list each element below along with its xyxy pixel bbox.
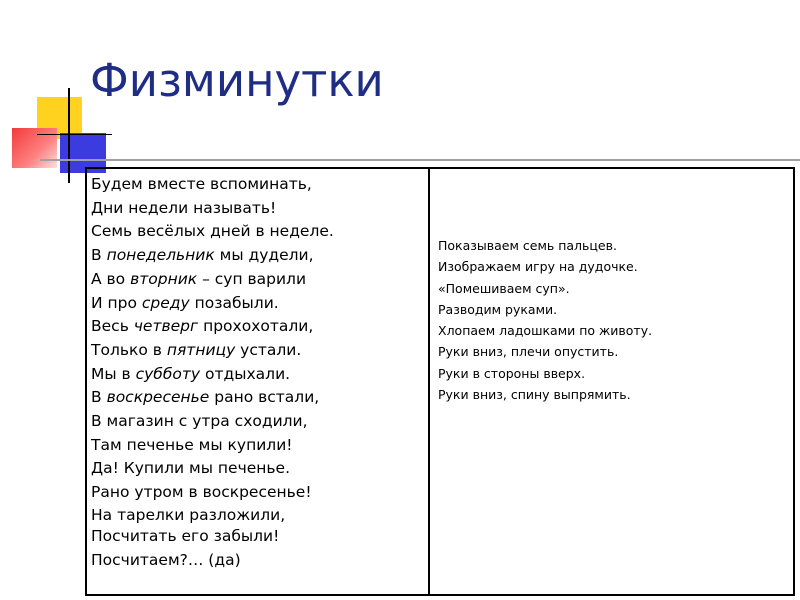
verse-text: В: [91, 388, 107, 407]
verse-text: Мы в: [91, 364, 136, 383]
verse-text: Посчитать его забыли!: [91, 526, 280, 545]
verse-text: В магазин с утра сходили,: [91, 412, 308, 431]
actions-column: [430, 169, 793, 594]
verse-text: отдыхали.: [200, 364, 291, 383]
verse-text: Весь: [91, 317, 134, 336]
verse-line: [91, 525, 428, 549]
verse-line: [91, 481, 428, 505]
action-line: Руки вниз, спину выпрямить.: [438, 387, 631, 403]
weekday-word: понедельник: [106, 246, 215, 265]
verse-text: – суп варили: [197, 269, 307, 288]
verse-text: Будем вместе вспоминать,: [91, 175, 312, 193]
action-line: Разводим руками.: [438, 301, 558, 317]
verse-text: устали.: [235, 340, 302, 359]
weekday-word: вторник: [130, 269, 198, 288]
decor-line-vertical: [68, 88, 70, 183]
verse-text: Рано утром в воскресенье!: [91, 483, 312, 502]
page-title: Физминутки: [90, 54, 384, 107]
action-line: Хлопаем ладошками по животу.: [438, 323, 653, 339]
weekday-word: пятницу: [166, 340, 236, 359]
content-table: [85, 167, 795, 596]
verse-text: рано встали,: [209, 388, 320, 407]
title-underline: [40, 159, 800, 161]
decor-line-horizontal-short: [37, 134, 112, 135]
verse-line: [91, 292, 428, 316]
verse-line: [91, 173, 428, 197]
verse-text: прохохотали,: [198, 317, 314, 336]
action-line: Показываем семь пальцев.: [438, 238, 617, 253]
verse-text: Там печенье мы купили!: [91, 435, 293, 454]
verse-line: [91, 315, 428, 339]
verse-text: Дни недели называть!: [91, 198, 277, 217]
verse-text: Да! Купили мы печенье.: [91, 459, 290, 478]
verse-line: [91, 549, 428, 573]
verse-text: Семь весёлых дней в неделе.: [91, 222, 334, 241]
action-line: «Помешиваем суп».: [438, 280, 570, 296]
verse-text: А во: [91, 269, 131, 288]
verse-line: [91, 457, 428, 481]
weekday-word: воскресенье: [106, 388, 210, 407]
action-line: Руки в стороны вверх.: [438, 365, 586, 381]
weekday-word: четверг: [133, 317, 199, 336]
verse-line: [91, 410, 428, 434]
verse-line: [91, 386, 428, 410]
verse-text: позабыли.: [189, 293, 279, 312]
verse-text: мы дудели,: [214, 246, 314, 265]
verse-text: И про: [91, 293, 142, 312]
verse-text: На тарелки разложили,: [91, 505, 286, 524]
verse-line: [91, 244, 428, 268]
verse-text: Только в: [91, 340, 167, 359]
weekday-word: среду: [141, 293, 190, 312]
verse-text: В: [91, 246, 107, 265]
verse-line: [91, 363, 428, 387]
verse-line: [91, 434, 428, 458]
verse-line: [91, 268, 428, 292]
verse-line: [91, 505, 428, 525]
verse-line: [91, 220, 428, 244]
action-line: Изображаем игру на дудочке.: [438, 259, 638, 275]
verse-line: [91, 339, 428, 363]
verse-line: [91, 197, 428, 221]
verse-column: [87, 169, 430, 594]
verse-text: Посчитаем?… (да): [91, 550, 241, 569]
weekday-word: субботу: [135, 364, 201, 383]
action-line: Руки вниз, плечи опустить.: [438, 344, 619, 360]
